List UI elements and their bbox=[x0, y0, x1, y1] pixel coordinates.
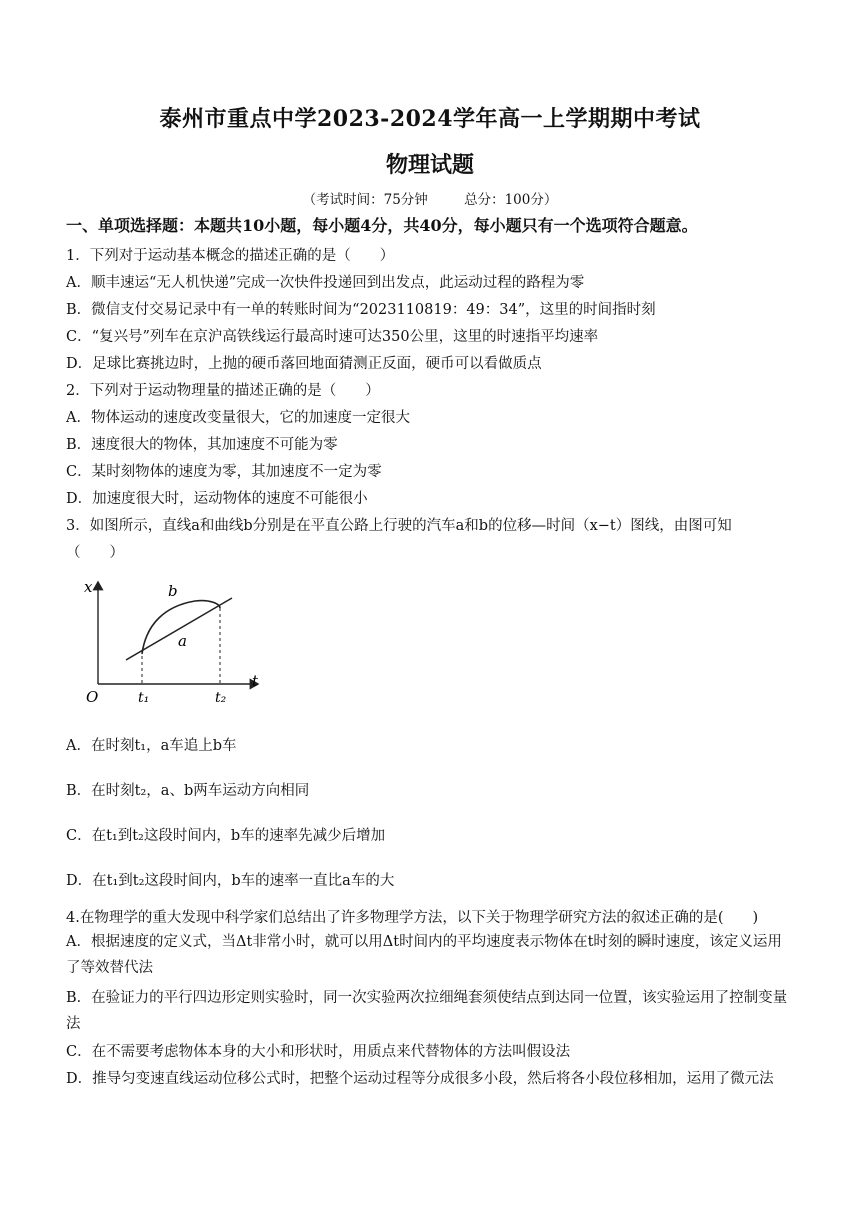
q2-option-c: C．某时刻物体的速度为零，其加速度不一定为零 bbox=[66, 464, 382, 480]
q1-option-a: A．顺丰速运“无人机快递”完成一次快件投递回到出发点，此运动过程的路程为零 bbox=[66, 275, 585, 291]
q1-stem: 1．下列对于运动基本概念的描述正确的是（ ） bbox=[66, 248, 395, 264]
q3-stem: 3．如图所示，直线a和曲线b分别是在平直公路上行驶的汽车a和b的位移—时间（x−t）图线，由图可知 bbox=[66, 518, 732, 534]
q4-option-c: C．在不需要考虑物体本身的大小和形状时，用质点来代替物体的方法叫假设法 bbox=[66, 1044, 571, 1060]
q4-stem: 4.在物理学的重大发现中科学家们总结出了许多物理学方法，以下关于物理学研究方法的叙述正确的是( ) bbox=[66, 910, 759, 926]
q2-option-a: A．物体运动的速度改变量很大，它的加速度一定很大 bbox=[66, 410, 410, 426]
q3-option-d: D．在t₁到t₂这段时间内，b车的速率一直比a车的大 bbox=[66, 873, 395, 889]
exam-meta bbox=[0, 188, 860, 208]
exam-subtitle: 物理试题 bbox=[385, 152, 474, 178]
line-a-label: a bbox=[178, 632, 187, 650]
t2-label: t₂ bbox=[215, 690, 227, 706]
q2-stem: 2．下列对于运动物理量的描述正确的是（ ） bbox=[66, 383, 380, 399]
q4-option-a: A．根据速度的定义式，当Δt非常小时，就可以用Δt时间内的平均速度表示物体在t时刻的瞬时速度，该定义运用了等效替代法 bbox=[66, 934, 782, 976]
q2-option-b: B．速度很大的物体，其加速度不可能为零 bbox=[66, 437, 338, 453]
xt-graph bbox=[80, 574, 270, 710]
section-heading: 一、单项选择题：本题共10小题，每小题4分，共40分，每小题只有一个选项符合题意。 bbox=[66, 216, 698, 235]
q3-option-b: B．在时刻t₂，a、b两车运动方向相同 bbox=[66, 783, 310, 799]
curve-b-label: b bbox=[168, 582, 178, 600]
x-axis-label: x bbox=[84, 578, 93, 596]
t1-label: t₁ bbox=[138, 690, 150, 706]
q4-option-b: B．在验证力的平行四边形定则实验时，同一次实验两次拉细绳套须使结点到达同一位置，该实验运用了控制变量法 bbox=[66, 990, 788, 1032]
q1-option-c: C．“复兴号”列车在京沪高铁线运行最高时速可达350公里，这里的时速指平均速率 bbox=[66, 329, 599, 345]
q4-option-d: D．推导匀变速直线运动位移公式时，把整个运动过程等分成很多小段，然后将各小段位移相加，运用了微元法 bbox=[66, 1071, 774, 1087]
exam-time: （考试时间：75分钟 bbox=[302, 192, 428, 208]
q1-option-b: B．微信支付交易记录中有一单的转账时间为“2023110819：49：34”，这里的时间指时刻 bbox=[66, 302, 656, 318]
t-axis-label: t bbox=[252, 672, 259, 690]
q2-option-d: D．加速度很大时，运动物体的速度不可能很小 bbox=[66, 491, 368, 507]
q3-option-c: C．在t₁到t₂这段时间内，b车的速率先减少后增加 bbox=[66, 828, 386, 844]
q1-option-d: D．足球比赛挑边时，上抛的硬币落回地面猜测正反面，硬币可以看做质点 bbox=[66, 356, 542, 372]
q3-option-a: A．在时刻t₁，a车追上b车 bbox=[66, 738, 237, 754]
origin-label: O bbox=[86, 688, 99, 706]
total-score: 总分：100分） bbox=[464, 192, 558, 208]
q3-stem-paren: （ ） bbox=[66, 545, 124, 561]
exam-title: 泰州市重点中学2023-2024学年高一上学期期中考试 bbox=[159, 106, 701, 132]
